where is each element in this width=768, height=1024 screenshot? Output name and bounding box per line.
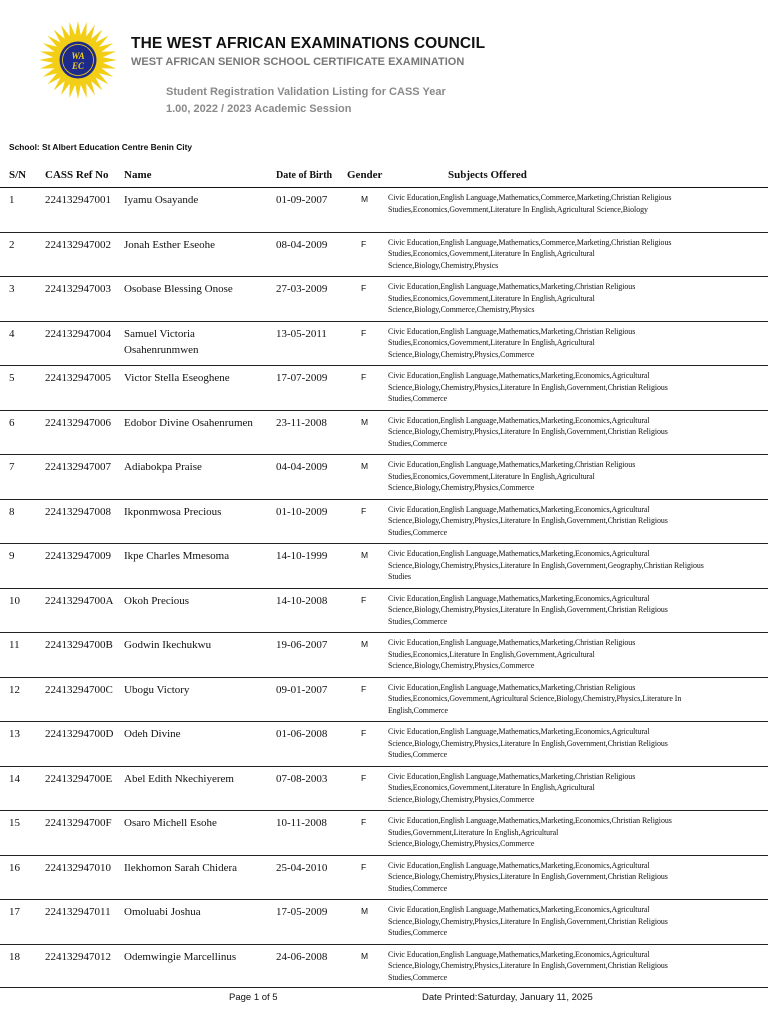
cell-subjects: Civic Education,English Language,Mathematics,Marketing,Economics,Agricultural Science,Biology,Chemistry,Physics,Literature In English,Government,Geography,Christian Religious Studies (388, 549, 704, 582)
exam-subtitle: WEST AFRICAN SENIOR SCHOOL CERTIFICATE EXAMINATION (131, 56, 465, 68)
cell-dob: 19-06-2007 (276, 639, 328, 651)
cell-name: Abel Edith Nkechiyerem (124, 772, 234, 785)
cell-dob: 07-08-2003 (276, 772, 328, 785)
cell-subjects: Civic Education,English Language,Mathematics,Marketing,Christian Religious Studies,Economics,Government,Literature In English,Agricultural Science,Biology,Chemistry,Physics,Commerce (388, 771, 636, 804)
cell-ref: 224132947007 (45, 461, 111, 473)
waec-logo (38, 20, 118, 100)
cell-sn: 1 (9, 194, 15, 206)
table-row (0, 766, 768, 811)
cell-ref: 224132947010 (45, 861, 111, 874)
cell-gender: M (361, 194, 369, 204)
table-row (0, 321, 768, 366)
cell-dob: 24-06-2008 (276, 950, 328, 963)
listing-line-2: 1.00, 2022 / 2023 Academic Session (166, 103, 352, 115)
cell-gender: F (361, 817, 367, 827)
cell-subjects: Civic Education,English Language,Mathematics,Marketing,Economics,Agricultural Science,Biology,Chemistry,Physics,Literature In English,Government,Christian Religious Studies,Commerce (388, 504, 668, 537)
cell-name: Odemwingie Marcellinus (124, 950, 237, 963)
cell-ref: 22413294700B (45, 639, 113, 651)
cell-name: Edobor Divine Osahenrumen (124, 416, 253, 429)
table-row (0, 632, 768, 677)
table-row (0, 543, 768, 588)
page-number: Page 1 of 5 (229, 992, 278, 1003)
cell-sn: 17 (9, 906, 20, 918)
cell-gender: F (361, 283, 367, 293)
col-header-ref: CASS Ref No (45, 169, 109, 181)
col-header-subjects: Subjects Offered (448, 169, 527, 181)
cell-sn: 18 (9, 950, 20, 963)
cell-name: Samuel Victoria Osahenrunmwen (124, 327, 199, 356)
cell-name: Ikpe Charles Mmesoma (124, 550, 230, 562)
cell-ref: 224132947012 (45, 950, 111, 963)
cell-sn: 16 (9, 861, 20, 874)
cell-ref: 224132947002 (45, 238, 111, 251)
cell-gender: F (361, 728, 367, 738)
cell-ref: 22413294700E (45, 772, 113, 785)
cell-ref: 224132947011 (45, 906, 111, 918)
cell-dob: 17-05-2009 (276, 906, 328, 918)
cell-subjects: Civic Education,English Language,Mathematics,Marketing,Christian Religious Studies,Economics,Government,Literature In English,Agricultural Science,Biology,Commerce,Chemistry,Physics (388, 282, 636, 315)
col-header-name: Name (124, 169, 152, 181)
cell-dob: 09-01-2007 (276, 683, 328, 696)
col-header-gender: Gender (347, 169, 383, 181)
cell-ref: 224132947003 (45, 283, 111, 295)
cell-dob: 14-10-1999 (276, 550, 328, 562)
date-printed: Date Printed:Saturday, January 11, 2025 (422, 992, 593, 1003)
cell-sn: 9 (9, 550, 15, 562)
cell-gender: F (361, 861, 367, 872)
cell-dob: 10-11-2008 (276, 817, 327, 829)
cell-ref: 224132947001 (45, 194, 111, 206)
cell-name: Godwin Ikechukwu (124, 639, 212, 651)
cell-subjects: Civic Education,English Language,Mathematics,Marketing,Economics,Agricultural Science,Biology,Chemistry,Physics,Literature In English,Government,Christian Religious Studies,Commerce (388, 949, 668, 982)
cell-ref: 22413294700D (45, 728, 114, 740)
table-row (0, 899, 768, 944)
cell-subjects: Civic Education,English Language,Mathematics,Marketing,Economics,Agricultural Science,Biology,Chemistry,Physics,Literature In English,Government,Christian Religious Studies,Commerce (388, 415, 668, 448)
table-row (0, 454, 768, 499)
table-header (0, 166, 768, 186)
student-table (0, 187, 768, 988)
cell-ref: 224132947009 (45, 550, 111, 562)
cell-name: Iyamu Osayande (124, 194, 199, 206)
cell-name: Okoh Precious (124, 594, 190, 607)
cell-sn: 8 (9, 505, 15, 518)
cell-ref: 22413294700F (45, 817, 112, 829)
logo-text-top: WA (71, 51, 85, 61)
cell-subjects: Civic Education,English Language,Mathematics,Marketing,Christian Religious Studies,Economics,Government,Agricultural Science,Biology,Chemistry,Physics,Literature In English,Commerce (388, 682, 682, 715)
cell-gender: F (361, 372, 367, 382)
cell-name: Odeh Divine (124, 728, 181, 740)
cell-gender: F (361, 772, 367, 783)
table-row (0, 276, 768, 321)
cell-subjects: Civic Education,English Language,Mathematics,Marketing,Economics,Agricultural Science,Biology,Chemistry,Physics,Literature In English,Government,Christian Religious Studies,Commerce (388, 593, 668, 626)
cell-sn: 5 (9, 372, 15, 384)
table-row (0, 721, 768, 766)
cell-dob: 01-06-2008 (276, 728, 328, 740)
cell-gender: F (361, 594, 367, 605)
cell-subjects: Civic Education,English Language,Mathematics,Marketing,Economics,Agricultural Science,Biology,Chemistry,Physics,Literature In English,Government,Christian Religious Studies,Commerce (388, 371, 668, 404)
cell-dob: 14-10-2008 (276, 594, 328, 607)
cell-sn: 4 (9, 327, 15, 340)
cell-name: Omoluabi Joshua (124, 906, 201, 918)
cell-ref: 224132947004 (45, 327, 111, 340)
cell-gender: F (361, 683, 367, 694)
table-row (0, 187, 768, 232)
cell-subjects: Civic Education,English Language,Mathematics,Marketing,Christian Religious Studies,Economics,Government,Literature In English,Agricultural Science,Biology,Chemistry,Physics,Commerce (388, 460, 636, 493)
col-header-sn: S/N (9, 169, 27, 181)
cell-sn: 11 (9, 639, 20, 651)
table-row (0, 232, 768, 277)
cell-name: Ubogu Victory (124, 683, 190, 696)
cell-ref: 224132947008 (45, 505, 111, 518)
cell-sn: 6 (9, 416, 15, 429)
cell-gender: F (361, 327, 367, 338)
cell-subjects: Civic Education,English Language,Mathematics,Marketing,Economics,Agricultural Science,Biology,Chemistry,Physics,Literature In English,Government,Christian Religious Studies,Commerce (388, 727, 668, 760)
table-row (0, 810, 768, 855)
cell-dob: 01-10-2009 (276, 505, 328, 518)
cell-dob: 13-05-2011 (276, 327, 327, 340)
cell-subjects: Civic Education,English Language,Mathematics,Marketing,Economics,Christian Religious Studies,Government,Literature In English,Agricultural Science,Biology,Chemistry,Physics,Commerce (388, 816, 672, 849)
logo-text-bottom: EC (71, 61, 85, 71)
cell-name: Osaro Michell Esohe (124, 817, 217, 829)
cell-sn: 10 (9, 594, 20, 607)
table-row (0, 410, 768, 455)
cell-gender: F (361, 505, 367, 516)
cell-dob: 08-04-2009 (276, 238, 328, 251)
school-name: School: St Albert Education Centre Benin City (9, 142, 193, 152)
cell-dob: 23-11-2008 (276, 416, 327, 429)
cell-sn: 3 (9, 283, 15, 295)
cell-dob: 04-04-2009 (276, 461, 328, 473)
cell-sn: 15 (9, 817, 20, 829)
cell-name: Ikponmwosa Precious (124, 505, 222, 518)
cell-ref: 224132947005 (45, 372, 111, 384)
council-title: THE WEST AFRICAN EXAMINATIONS COUNCIL (131, 35, 486, 52)
cell-gender: M (361, 550, 369, 560)
cell-subjects: Civic Education,English Language,Mathematics,Marketing,Economics,Agricultural Science,Biology,Chemistry,Physics,Literature In English,Government,Christian Religious Studies,Commerce (388, 860, 668, 893)
cell-ref: 224132947006 (45, 416, 111, 429)
cell-name: Osobase Blessing Onose (124, 283, 233, 295)
cell-subjects: Civic Education,English Language,Mathematics,Commerce,Marketing,Christian Religious Studies,Economics,Government,Literature In English,Agricultural Science,Biology,Chemistry,Physics (388, 237, 672, 270)
cell-subjects: Civic Education,English Language,Mathematics,Marketing,Economics,Agricultural Science,Biology,Chemistry,Physics,Literature In English,Government,Christian Religious Studies,Commerce (388, 905, 668, 938)
table-row (0, 499, 768, 544)
cell-sn: 14 (9, 772, 20, 785)
col-header-dob: Date of Birth (276, 170, 333, 181)
cell-name: Victor Stella Eseoghene (124, 372, 230, 384)
table-row (0, 855, 768, 900)
cell-ref: 22413294700C (45, 683, 113, 696)
cell-gender: M (361, 639, 369, 649)
cell-ref: 22413294700A (45, 594, 114, 607)
listing-line-1: Student Registration Validation Listing for CASS Year (166, 86, 446, 98)
cell-sn: 12 (9, 683, 20, 696)
table-row (0, 677, 768, 722)
cell-gender: F (361, 238, 367, 249)
listing-description (166, 84, 466, 118)
cell-sn: 2 (9, 238, 15, 251)
cell-sn: 7 (9, 461, 15, 473)
cell-name: Adiabokpa Praise (124, 461, 202, 473)
table-row (0, 588, 768, 633)
cell-sn: 13 (9, 728, 20, 740)
cell-gender: M (361, 950, 369, 961)
table-row (0, 365, 768, 410)
cell-subjects: Civic Education,English Language,Mathematics,Marketing,Christian Religious Studies,Economics,Literature In English,Government,Agricultural Science,Biology,Chemistry,Physics,Commerce (388, 638, 636, 671)
cell-name: Jonah Esther Eseohe (124, 238, 216, 251)
cell-gender: M (361, 416, 369, 427)
cell-subjects: Civic Education,English Language,Mathematics,Marketing,Christian Religious Studies,Economics,Government,Literature In English,Agricultural Science,Biology,Chemistry,Physics,Commerce (388, 326, 636, 359)
cell-dob: 27-03-2009 (276, 283, 328, 295)
cell-dob: 17-07-2009 (276, 372, 328, 384)
cell-dob: 25-04-2010 (276, 861, 328, 874)
cell-gender: M (361, 461, 369, 471)
cell-gender: M (361, 906, 369, 916)
table-row (0, 944, 768, 989)
cell-subjects: Civic Education,English Language,Mathematics,Commerce,Marketing,Christian Religious Studies,Economics,Government,Literature In English,Agricultural Science,Biology (388, 193, 672, 214)
cell-dob: 01-09-2007 (276, 194, 328, 206)
cell-name: Ilekhomon Sarah Chidera (124, 861, 238, 874)
